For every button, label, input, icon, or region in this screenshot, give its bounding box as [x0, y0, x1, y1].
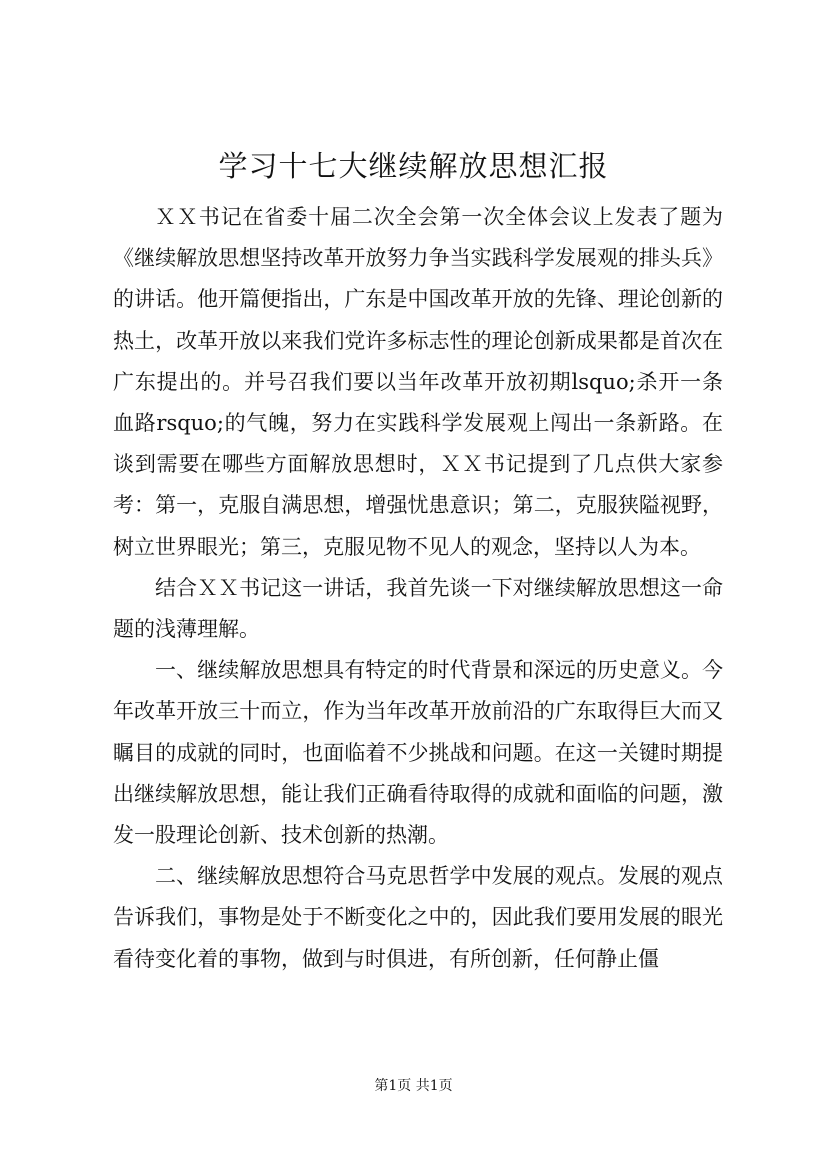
document-body: [113, 197, 723, 1027]
paragraph-3: 一、继续解放思想具有特定的时代背景和深远的历史意义。今年改革开放三十而立，作为当年改革开放前沿的广东取得巨大而又瞩目的成就的同时，也面临着不少挑战和问题。在这一关键时期提出继续解放思想，能让我们正确看待取得的成就和面临的问题，激发一股理论创新、技术创新的热潮。: [113, 658, 723, 848]
paragraph-4: 二、继续解放思想符合马克思哲学中发展的观点。发展的观点告诉我们，事物是处于不断变化之中的，因此我们要用发展的眼光看待变化着的事物，做到与时俱进，有所创新，任何静止僵: [113, 864, 723, 971]
document-title: 学习十七大继续解放思想汇报: [218, 149, 609, 183]
paragraph-2: 结合ＸＸ书记这一讲话，我首先谈一下对继续解放思想这一命题的浅薄理解。: [113, 575, 723, 642]
paragraph-1: ＸＸ书记在省委十届二次全会第一次全体会议上发表了题为《继续解放思想坚持改革开放努力争当实践科学发展观的排头兵》的讲话。他开篇便指出，广东是中国改革开放的先锋、理论创新的热土，改革开放以来我们党许多标志性的理论创新成果都是首次在广东提出的。并号召我们要以当年改革开放初期lsquo;杀开一条血路rsquo;的气魄，努力在实践科学发展观上闯出一条新路。在谈到需要在哪些方面解放思想时，ＸＸ书记提到了几点供大家参考：第一，克服自满思想，增强忧患意识；第二，克服狭隘视野，树立世界眼光；第三，克服见物不见人的观念，坚持以人为本。: [113, 205, 723, 559]
page-footer: 第1页 共1页: [374, 1078, 453, 1094]
